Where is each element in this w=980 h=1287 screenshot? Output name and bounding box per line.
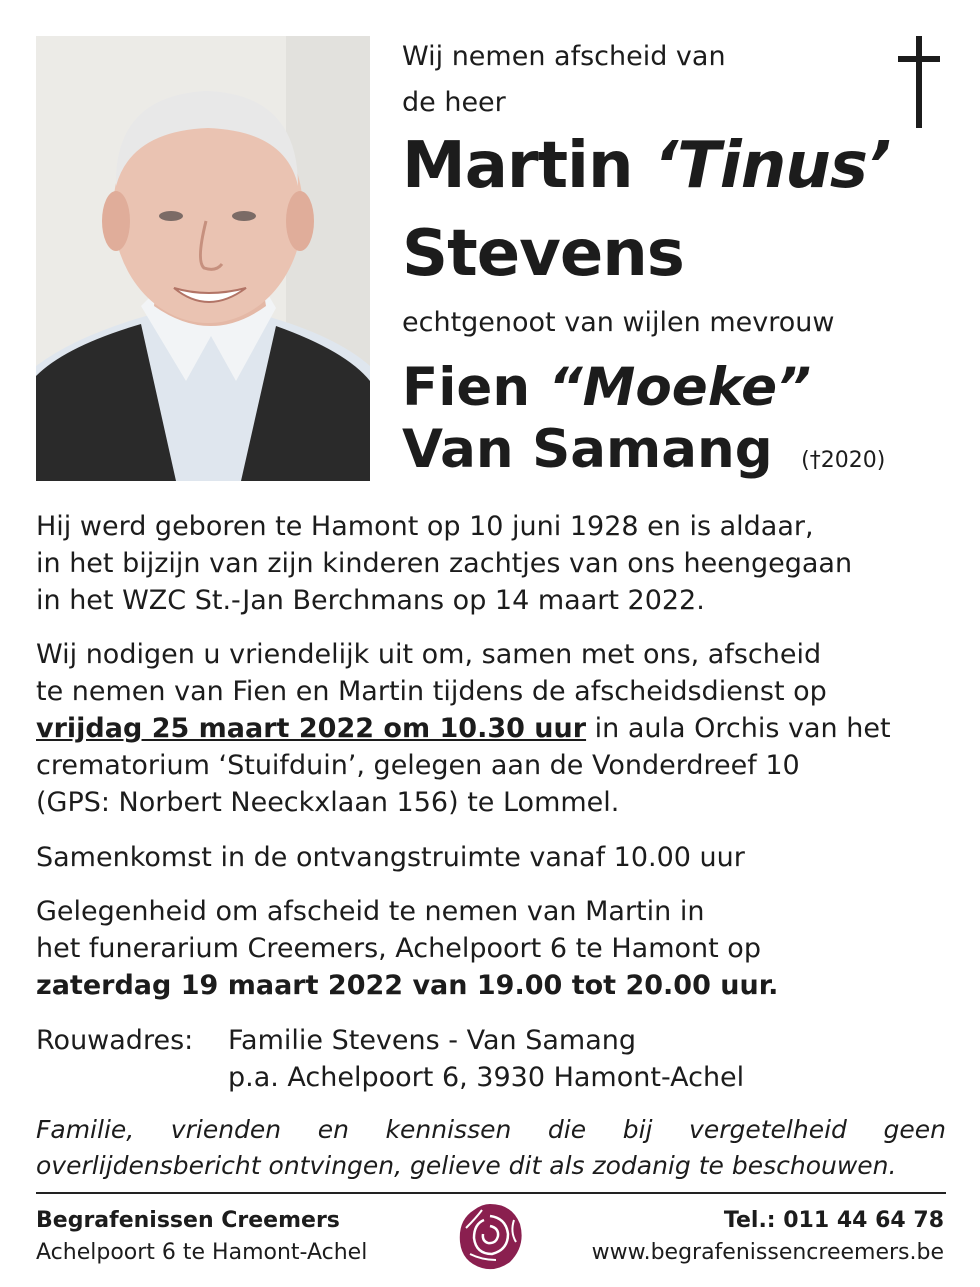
portrait-illustration (36, 36, 370, 481)
cross-icon (898, 36, 940, 128)
spouse-nickname: “Moeke” (548, 357, 812, 418)
birth-line-2: in het bijzijn van zijn kinderen zachtjes van ons heengegaan (36, 548, 853, 579)
footer-divider (36, 1192, 946, 1194)
spouse-first-name: Fien (402, 357, 531, 418)
birth-line-3: in het WZC St.-Jan Berchmans op 14 maart 2022. (36, 585, 705, 616)
portrait-photo (36, 36, 370, 481)
address-line-2: p.a. Achelpoort 6, 3930 Hamont-Achel (228, 1062, 745, 1093)
company-name: Begrafenissen Creemers (36, 1208, 340, 1233)
visit-date: zaterdag 19 maart 2022 van 19.00 tot 20.00 uur. (36, 970, 779, 1001)
deceased-last-name: Stevens (402, 217, 684, 291)
intro-line-2: de heer (402, 87, 506, 118)
spouse-intro: echtgenoot van wijlen mevrouw (402, 307, 835, 338)
visit-line-1: Gelegenheid om afscheid te nemen van Martin in (36, 896, 705, 927)
visit-line-2: het funerarium Creemers, Achelpoort 6 te Hamont op (36, 933, 761, 964)
service-line-3 (36, 710, 946, 747)
service-line-5: (GPS: Norbert Neeckxlaan 156) te Lommel. (36, 787, 620, 818)
family-note: Familie, vrienden en kennissen die bij vergetelheid geen overlijdensbericht ontvingen, gelieve dit als zodanig te beschouwen. (36, 1115, 946, 1180)
deceased-name-line (402, 129, 891, 203)
address-label: Rouwadres: (36, 1025, 194, 1056)
deceased-first-name: Martin (402, 129, 633, 203)
gathering-line: Samenkomst in de ontvangstruimte vanaf 10.00 uur (36, 842, 745, 873)
spouse-last-name-line (402, 419, 886, 489)
birth-line-1: Hij werd geboren te Hamont op 10 juni 1928 en is aldaar, (36, 511, 814, 542)
service-line-3-rest: in aula Orchis van het (586, 713, 891, 744)
intro-line-1: Wij nemen afscheid van (402, 41, 726, 72)
rose-icon (452, 1198, 528, 1274)
spouse-name-line (402, 357, 812, 418)
website-link[interactable]: www.begrafenissencreemers.be (591, 1240, 944, 1265)
service-line-4: crematorium ‘Stuifduin’, gelegen aan de Vonderdreef 10 (36, 750, 800, 781)
phone-number: Tel.: 011 44 64 78 (723, 1208, 944, 1233)
service-line-1: Wij nodigen u vriendelijk uit om, samen met ons, afscheid (36, 639, 822, 670)
deceased-nickname: ‘Tinus’ (653, 129, 891, 203)
service-line-2: te nemen van Fien en Martin tijdens de afscheidsdienst op (36, 676, 827, 707)
spouse-death-year: (†2020) (801, 448, 886, 473)
service-date: vrijdag 25 maart 2022 om 10.30 uur (36, 713, 587, 744)
address-line-1: Familie Stevens - Van Samang (228, 1025, 637, 1056)
company-address: Achelpoort 6 te Hamont-Achel (36, 1240, 368, 1265)
spouse-last-name: Van Samang (402, 419, 773, 480)
